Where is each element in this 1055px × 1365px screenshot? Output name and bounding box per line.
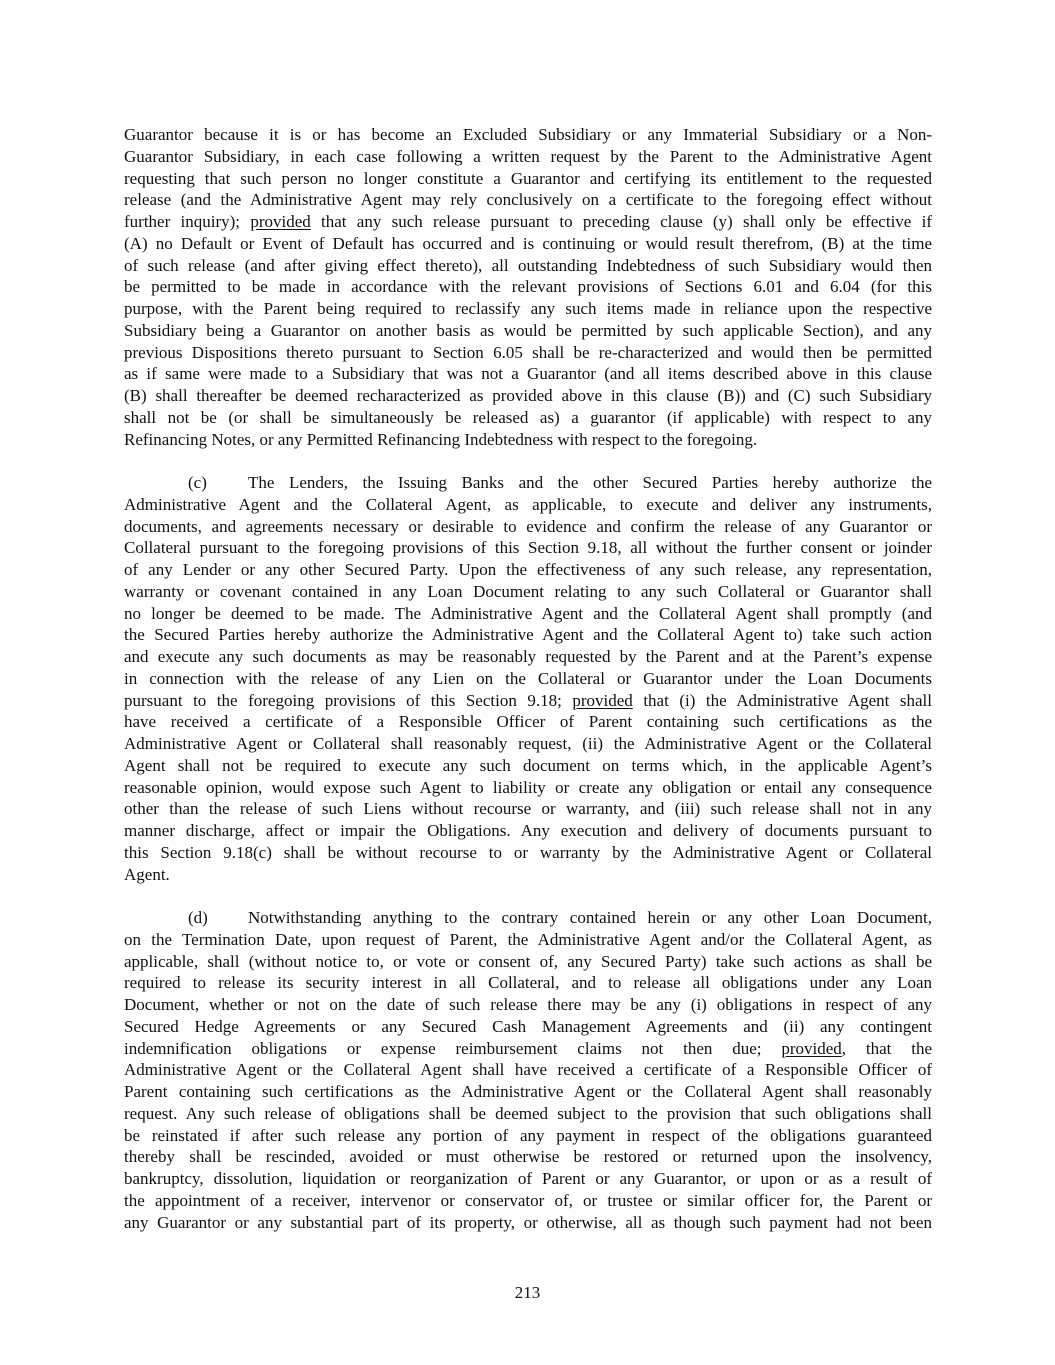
line-text: on the Termination Date, upon request of Parent, the Administrative Agent and/or the Collateral Agent, as <box>124 929 932 949</box>
line-segment: that (i) the Administrative Agent shall <box>632 690 932 710</box>
text-line <box>124 124 932 146</box>
line-text: Agent shall not be required to execute any such document on terms which, in the applicable Agent’s <box>124 755 932 775</box>
text-line <box>124 777 932 799</box>
line-segment: indemnification obligations or expense reimbursement claims not then due; <box>124 1038 782 1058</box>
page-number: 213 <box>514 1283 541 1302</box>
line-text: Document, whether or not on the date of such release there may be any (i) obligations in respect of any <box>124 995 932 1014</box>
line-text: in connection with the release of any Lien on the Collateral or Guarantor under the Loan Documents <box>124 668 932 688</box>
line-text: of such release (and after giving effect thereto), all outstanding Indebtedness of such Subsidiary would then <box>124 255 932 275</box>
paragraph <box>124 124 932 450</box>
text-line <box>124 1038 932 1060</box>
text-line <box>124 233 932 255</box>
line-text: Administrative Agent and the Collateral Agent, as applicable, to execute and deliver any instruments, <box>124 494 932 514</box>
line-text: reasonable opinion, would expose such Agent to liability or create any obligation or entail any consequence <box>124 777 932 797</box>
text-line <box>124 189 932 211</box>
line-segment: , that the <box>841 1038 932 1058</box>
line-segment: further inquiry); <box>124 212 251 231</box>
line-text: Agent. <box>124 864 170 884</box>
text-line <box>124 429 932 451</box>
paragraph <box>124 907 932 1233</box>
text-line <box>124 733 932 755</box>
line-text: Guarantor because it is or has become an Excluded Subsidiary or any Immaterial Subsidiary or a Non- <box>124 125 932 144</box>
line-text: other than the release of such Liens without recourse or warranty, and (iii) such release shall not in any <box>124 799 932 819</box>
line-text <box>124 1038 932 1060</box>
line-text <box>124 211 932 233</box>
text-line <box>124 864 932 886</box>
underlined-term: provided <box>781 1038 842 1058</box>
line-text: shall not be (or shall be simultaneously be released as) a guarantor (if applicable) with respect to any <box>124 407 932 427</box>
text-line <box>124 907 932 929</box>
line-text: the appointment of a receiver, intervenor or conservator of, or trustee or similar officer for, the Parent or <box>124 1190 932 1210</box>
line-text: Administrative Agent or the Collateral Agent shall have received a certificate of a Responsible Officer of <box>124 1060 932 1080</box>
text-line <box>124 711 932 733</box>
text-line <box>124 298 932 320</box>
text-line <box>124 320 932 342</box>
line-text: purpose, with the Parent being required to reclassify any such items made in reliance upon the respective <box>124 299 932 318</box>
text-line <box>124 842 932 864</box>
text-line <box>124 1146 932 1168</box>
text-line <box>124 668 932 690</box>
line-text: required to release its security interest in all Collateral, and to release all obligations under any Loan <box>124 973 932 993</box>
text-line <box>124 1190 932 1212</box>
line-text: no longer be deemed to be made. The Administrative Agent and the Collateral Agent shall promptly (and <box>124 603 932 623</box>
line-text: this Section 9.18(c) shall be without recourse to or warranty by the Administrative Agent or Collateral <box>124 842 932 862</box>
line-text: Administrative Agent or Collateral shall reasonably request, (ii) the Administrative Agent or the Collateral <box>124 734 932 753</box>
text-line <box>124 994 932 1016</box>
text-line <box>124 581 932 603</box>
underlined-term: provided <box>572 690 633 710</box>
line-text: and execute any such documents as may be reasonably requested by the Parent and at the Parent’s expense <box>124 647 932 666</box>
paragraph <box>124 472 932 885</box>
text-line <box>124 168 932 190</box>
line-text: release (and the Administrative Agent may rely conclusively on a certificate to the foregoing effect without <box>124 190 932 210</box>
line-text: (A) no Default or Event of Default has occurred and is continuing or would result therefrom, (B) at the time <box>124 233 932 253</box>
text-line <box>124 1016 932 1038</box>
text-line <box>124 798 932 820</box>
text-line <box>124 951 932 973</box>
line-text: have received a certificate of a Responsible Officer of Parent containing such certifications as the <box>124 712 932 732</box>
line-text: Parent containing such certifications as the Administrative Agent or the Collateral Agent shall reasonably <box>124 1082 932 1101</box>
line-text: requesting that such person no longer constitute a Guarantor and certifying its entitlement to the requested <box>124 168 932 188</box>
text-line <box>124 472 932 494</box>
line-text: Refinancing Notes, or any Permitted Refinancing Indebtedness with respect to the foregoing. <box>124 429 758 449</box>
text-line <box>124 1125 932 1147</box>
document-body <box>124 124 932 1255</box>
line-text: be reinstated if after such release any portion of any payment in respect of the obligations guaranteed <box>124 1125 932 1145</box>
line-text: as if same were made to a Subsidiary that was not a Guarantor (and all items described above in this clause <box>124 364 932 384</box>
line-text: Secured Hedge Agreements or any Secured Cash Management Agreements and (ii) any contingent <box>124 1016 932 1036</box>
line-text: the Secured Parties hereby authorize the Administrative Agent and the Collateral Agent to) take such action <box>124 625 932 645</box>
text-line <box>124 929 932 951</box>
line-text: any Guarantor or any substantial part of its property, or otherwise, all as though such payment had not been <box>124 1212 932 1232</box>
line-text: Guarantor Subsidiary, in each case following a written request by the Parent to the Administrative Agent <box>124 146 932 166</box>
line-text: Collateral pursuant to the foregoing provisions of this Section 9.18, all without the further consent or joinder <box>124 538 932 558</box>
line-text: Subsidiary being a Guarantor on another basis as would be permitted by such applicable Section), and any <box>124 320 932 340</box>
text-line <box>124 624 932 646</box>
line-text: bankruptcy, dissolution, liquidation or reorganization of Parent or any Guarantor, or upon or as a result of <box>124 1169 932 1188</box>
line-text: applicable, shall (without notice to, or vote or consent of, any Secured Party) take such actions as shall be <box>124 951 932 971</box>
line-text: documents, and agreements necessary or desirable to evidence and confirm the release of any Guarantor or <box>124 516 932 536</box>
line-text: (B) shall thereafter be deemed recharacterized as provided above in this clause (B)) and (C) such Subsidiary <box>124 386 932 405</box>
line-text <box>124 690 932 712</box>
text-line <box>124 537 932 559</box>
text-line <box>124 385 932 407</box>
line-text: previous Dispositions thereto pursuant to Section 6.05 shall be re-characterized and would then be permitted <box>124 342 932 362</box>
text-line <box>124 363 932 385</box>
text-line <box>124 1103 932 1125</box>
line-text: warranty or covenant contained in any Loan Document relating to any such Collateral or Guarantor shall <box>124 581 932 601</box>
text-line <box>124 407 932 429</box>
text-line <box>124 1059 932 1081</box>
text-line <box>124 1168 932 1190</box>
clause-marker: (d) <box>188 908 208 927</box>
text-line <box>124 646 932 668</box>
clause-marker: (c) <box>188 473 207 492</box>
line-text: manner discharge, affect or impair the Obligations. Any execution and delivery of documents pursuant to <box>124 821 932 840</box>
text-line <box>124 342 932 364</box>
text-line <box>124 972 932 994</box>
text-line <box>124 211 932 233</box>
line-text: Notwithstanding anything to the contrary contained herein or any other Loan Document, <box>248 908 932 927</box>
text-line <box>124 559 932 581</box>
text-line <box>124 516 932 538</box>
text-line <box>124 255 932 277</box>
text-line <box>124 820 932 842</box>
text-line <box>124 755 932 777</box>
underlined-term: provided <box>250 212 311 231</box>
text-line <box>124 690 932 712</box>
text-line <box>124 603 932 625</box>
text-line <box>124 1081 932 1103</box>
line-text: thereby shall be rescinded, avoided or must otherwise be restored or returned upon the insolvency, <box>124 1147 932 1167</box>
text-line <box>124 146 932 168</box>
line-text: of any Lender or any other Secured Party. Upon the effectiveness of any such release, any representation, <box>124 560 932 579</box>
line-text: be permitted to be made in accordance with the relevant provisions of Sections 6.01 and 6.04 (for this <box>124 277 932 297</box>
text-line <box>124 494 932 516</box>
line-segment: pursuant to the foregoing provisions of this Section 9.18; <box>124 690 573 710</box>
line-text: request. Any such release of obligations shall be deemed subject to the provision that such obligations shall <box>124 1103 932 1123</box>
line-segment: that any such release pursuant to preceding clause (y) shall only be effective if <box>310 212 932 231</box>
text-line <box>124 276 932 298</box>
text-line <box>124 1212 932 1234</box>
line-text: The Lenders, the Issuing Banks and the other Secured Parties hereby authorize the <box>248 473 932 492</box>
